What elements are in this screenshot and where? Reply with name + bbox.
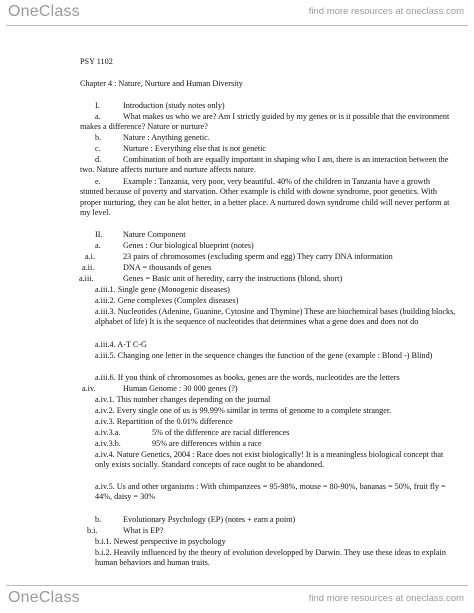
section-title: Nature Component [123, 230, 186, 239]
item-label: d. [95, 155, 102, 164]
list-item: a.iii.4. A-T C-G [95, 340, 147, 349]
paragraph: What makes us who we are? Am I strictly guided by my genes or is it possible that the environment makes a difference? Nature or nurture? [80, 112, 450, 132]
paragraph: Human Genome : 30 000 genes (?) [123, 384, 238, 393]
item-label: b.i. [87, 526, 98, 535]
paragraph: DNA = thousands of genes [123, 263, 212, 272]
paragraph: Nature : Anything genetic. [123, 133, 210, 142]
header-tagline[interactable]: find more resources at oneclass.com [308, 6, 464, 17]
list-item: a.iv.1. This number changes depending on the journal [95, 395, 271, 404]
list-item: a.iii.6. If you think of chromosomes as books, genes are the words, nucleotides are the letters [95, 373, 400, 382]
oneclass-logo[interactable]: OneClass [8, 3, 80, 20]
list-item: a.iv.2. Every single one of us is 99.99% similar in terms of genome to a complete stranger. [95, 406, 392, 415]
footer-tagline[interactable]: find more resources at oneclass.com [308, 593, 464, 604]
item-label: a.iv.3.b. [95, 439, 121, 448]
item-label: a.iv.3.a. [95, 428, 121, 437]
item-label: a.i. [85, 252, 96, 261]
list-item: a.iv.3. Repartition of the 0.01% difference [95, 417, 233, 426]
list-item: b.i.2. Heavily influenced by the theory of evolution developped by Darwin. They use these ideas to explain human behaviors and human traits. [95, 548, 446, 568]
section-label: I. [95, 101, 100, 110]
list-item: a.iii.2. Gene complexes (Complex diseases) [95, 296, 239, 305]
list-item: a.iv.5. Us and other organisms : With chimpanzees = 95-98%, mouse = 80-90%, bananas = 50%, fruit fly = 44%, daisy = 30% [95, 482, 446, 502]
paragraph: Nurture : Everything else that is not genetic [123, 144, 267, 153]
item-label: a.ii. [82, 263, 95, 272]
list-item: a.iv.4. Nature Genetics, 2004 : Race does not exist biologically! It is a meaningless biological concept that only exists socially. Standard concepts of race ought to be abandoned. [95, 450, 444, 470]
item-label: a.iii. [79, 274, 94, 283]
list-item: a.iii.5. Changing one letter in the sequence changes the function of the gene (example : Blond -) Blind) [95, 351, 433, 360]
list-item: 5% of the difference are racial differences [152, 428, 290, 437]
paragraph: 23 pairs of chromosomes (excluding sperm and egg) They carry DNA information [123, 252, 393, 261]
page-header [0, 0, 474, 24]
item-label: a.iv. [82, 384, 96, 393]
item-label: a. [95, 241, 101, 250]
item-label: b. [95, 133, 102, 142]
paragraph: Genes = Basic unit of heredity, carry the instructions (blond, short) [123, 274, 343, 283]
item-label: e. [95, 177, 101, 186]
list-item: b.i.1. Newest perspective in psychology [95, 537, 226, 546]
item-label: b. [95, 515, 102, 524]
header-divider [6, 25, 468, 26]
item-label: c. [95, 144, 101, 153]
section-title: Introduction (study notes only) [123, 101, 225, 110]
list-item: a.iii.1. Single gene (Monogenic diseases) [95, 285, 230, 294]
paragraph: Combination of both are equally important in shaping who I am, there is an interaction between the two. Nature affects nurture and nurture affects nature. [80, 155, 449, 175]
footer-divider [6, 585, 468, 586]
oneclass-logo[interactable]: OneClass [8, 589, 80, 606]
chapter-title: Chapter 4 : Nature, Nurture and Human Diversity [80, 79, 243, 88]
list-item: 95% are differences within a race [152, 439, 262, 448]
paragraph: Example : Tanzania, very poor, very beautiful. 40% of the children in Tanzania have a growth stunted because of poverty and starvation. Other example is child with downe syndrome, poor genetics. With proper nurturing, they can be alot better, in a better place. A nurtured down syndrome child will never perform at my level. [80, 177, 450, 217]
page-footer [0, 588, 474, 612]
paragraph: Genes : Our biological blueprint (notes) [123, 241, 254, 250]
course-code: PSY 1102 [80, 57, 113, 66]
list-item: a.iii.3. Nucleotides (Adenine, Guanine, Cytosine and Thymine) These are biochemical bases (building blocks, alphabet of life) It is the sequence of nucleotides that determines what a gene does and does not do [95, 307, 456, 327]
paragraph: What is EP? [123, 526, 164, 535]
section-label: II. [95, 230, 103, 239]
item-label: a. [95, 112, 101, 121]
paragraph: Evolutionary Psychology (EP) (notes + earn a point) [123, 515, 296, 524]
